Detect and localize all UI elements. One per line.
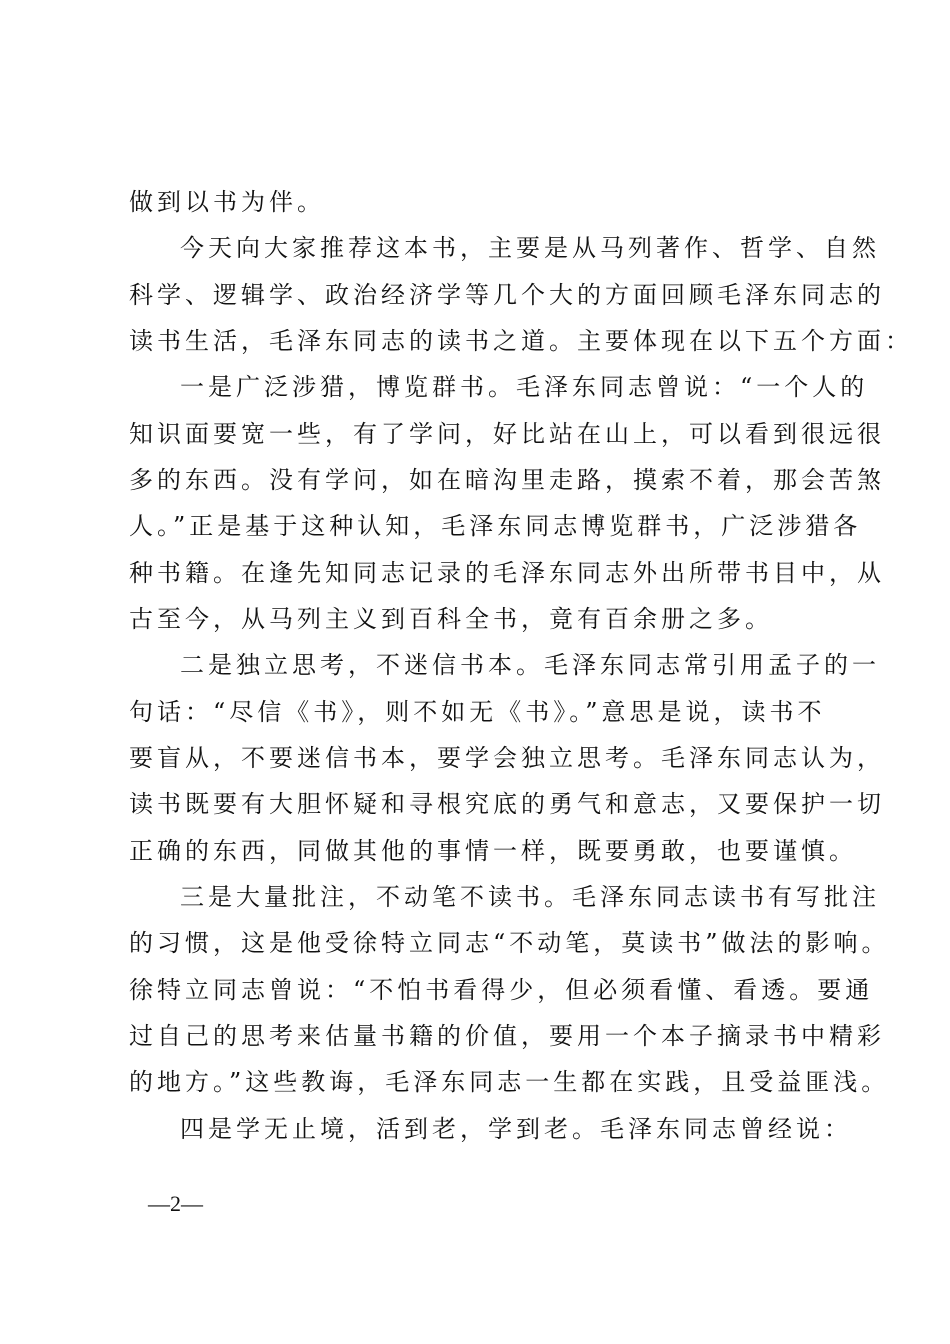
text-line-1: 做到以书为伴。 — [129, 188, 325, 216]
page-number: —2— — [148, 1191, 203, 1216]
text-line: 古至今，从马列主义到百科全书，竟有百余册之多。 — [129, 605, 773, 633]
text-line: 读书既要有大胆怀疑和寻根究底的勇气和意志，又要保护一切 — [129, 790, 885, 818]
paragraph-start-line: 一是广泛涉猎，博览群书。毛泽东同志曾说：“一个人的 — [180, 373, 869, 401]
text-line: 种书籍。在逢先知同志记录的毛泽东同志外出所带书目中，从 — [129, 559, 885, 587]
paragraph-start-line: 今天向大家推荐这本书，主要是从马列著作、哲学、自然 — [180, 234, 880, 262]
text-line: 人。”正是基于这种认知，毛泽东同志博览群书，广泛涉猎各 — [129, 512, 862, 540]
paragraph-start-line: 三是大量批注，不动笔不读书。毛泽东同志读书有写批注 — [180, 883, 880, 911]
paragraph-start-line: 四是学无止境，活到老，学到老。毛泽东同志曾经说： — [180, 1115, 852, 1143]
text-line: 正确的东西，同做其他的事情一样，既要勇敢，也要谨慎。 — [129, 837, 857, 865]
text-line: 读书生活，毛泽东同志的读书之道。主要体现在以下五个方面： — [129, 327, 913, 355]
text-line: 的习惯，这是他受徐特立同志“不动笔，莫读书”做法的影响。 — [129, 929, 890, 957]
text-line: 的地方。”这些教诲，毛泽东同志一生都在实践，且受益匪浅。 — [129, 1068, 890, 1096]
text-line: 过自己的思考来估量书籍的价值，要用一个本子摘录书中精彩 — [129, 1022, 885, 1050]
text-line: 徐特立同志曾说：“不怕书看得少，但必须看懂、看透。要通 — [129, 976, 874, 1004]
text-line: 多的东西。没有学问，如在暗沟里走路，摸索不着，那会苦煞 — [129, 466, 885, 494]
text-line: 科学、逻辑学、政治经济学等几个大的方面回顾毛泽东同志的 — [129, 281, 885, 309]
text-line: 知识面要宽一些，有了学问，好比站在山上，可以看到很远很 — [129, 420, 885, 448]
text-line: 要盲从，不要迷信书本，要学会独立思考。毛泽东同志认为， — [129, 744, 885, 772]
paragraph-start-line: 二是独立思考，不迷信书本。毛泽东同志常引用孟子的一 — [180, 651, 880, 679]
text-line: 句话：“尽信《书》，则不如无《书》。”意思是说，读书不 — [129, 698, 826, 726]
